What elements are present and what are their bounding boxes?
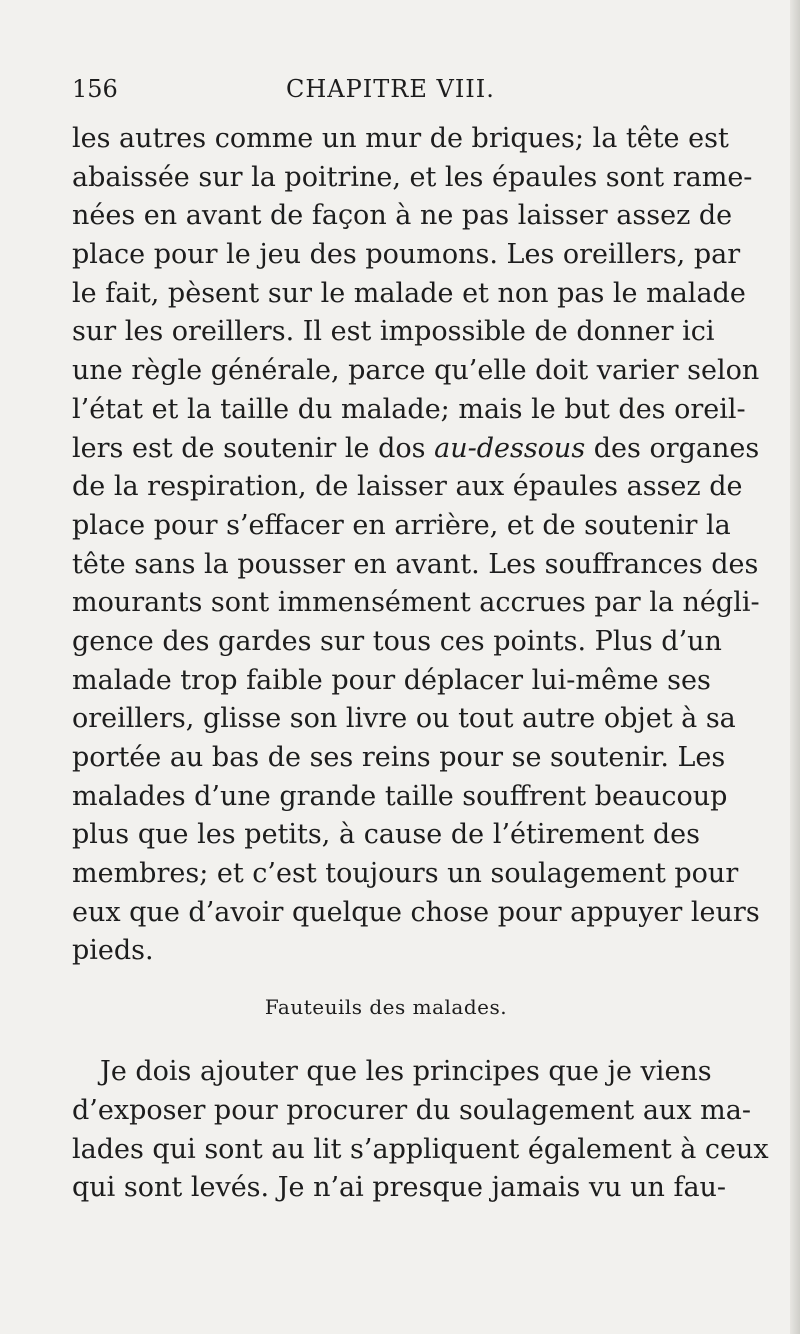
- text-line: plus que les petits, à cause de l’étirement des: [72, 819, 700, 851]
- text-line: place pour le jeu des poumons. Les oreillers, par: [72, 239, 741, 271]
- text-line: place pour s’effacer en arrière, et de soutenir la: [72, 509, 731, 541]
- text-line: de la respiration, de laisser aux épaules assez de: [72, 471, 743, 503]
- text-line: qui sont levés. Je n’ai presque jamais vu un fau-: [72, 1172, 727, 1204]
- text-line: l’état et la taille du malade; mais le but des oreil-: [72, 393, 746, 425]
- text-line: sur les oreillers. Il est impossible de donner ici: [72, 316, 715, 348]
- text-line: le fait, pèsent sur le malade et non pas le malade: [72, 277, 746, 309]
- section-heading: Fauteuils des malades.: [264, 995, 508, 1020]
- text-line: eux que d’avoir quelque chose pour appuyer leurs: [72, 896, 760, 928]
- page-edge: [790, 0, 800, 1334]
- text-line: oreillers, glisse son livre ou tout autre objet à sa: [72, 703, 736, 735]
- text-line: pieds.: [72, 935, 154, 967]
- text-segment: des organes: [585, 432, 760, 464]
- text-line: portée au bas de ses reins pour se soutenir. Les: [72, 742, 726, 773]
- text-line: mourants sont immensément accrues par la négli-: [72, 587, 760, 619]
- text-segment: lers est de soutenir le dos: [72, 432, 435, 464]
- text-line: lades qui sont au lit s’appliquent également à ceux: [72, 1133, 769, 1165]
- text-line: abaissée sur la poitrine, et les épaules sont rame-: [72, 161, 753, 193]
- text-line: malades d’une grande taille souffrent beaucoup: [72, 780, 728, 812]
- text-line: Je dois ajouter que les principes que je viens: [100, 1056, 712, 1088]
- text-line: nées en avant de façon à ne pas laisser assez de: [72, 200, 733, 232]
- page-number: 156: [72, 75, 118, 103]
- page-header: [72, 75, 632, 109]
- chapter-title: CHAPITRE VIII.: [286, 75, 495, 103]
- text-line: les autres comme un mur de briques; la tête est: [72, 123, 729, 154]
- text-line: membres; et c’est toujours un soulagement pour: [72, 858, 739, 890]
- emphasis-text: au-dessous: [434, 432, 586, 464]
- text-line: une règle générale, parce qu’elle doit varier selon: [72, 355, 760, 387]
- text-line-with-emphasis: [72, 430, 760, 469]
- text-line: tête sans la pousser en avant. Les souffrances des: [72, 548, 759, 580]
- text-line: d’exposer pour procurer du soulagement aux ma-: [72, 1094, 751, 1126]
- text-line: gence des gardes sur tous ces points. Plus d’un: [72, 625, 722, 657]
- text-line: malade trop faible pour déplacer lui-même ses: [72, 664, 711, 696]
- page-body: [72, 120, 769, 1208]
